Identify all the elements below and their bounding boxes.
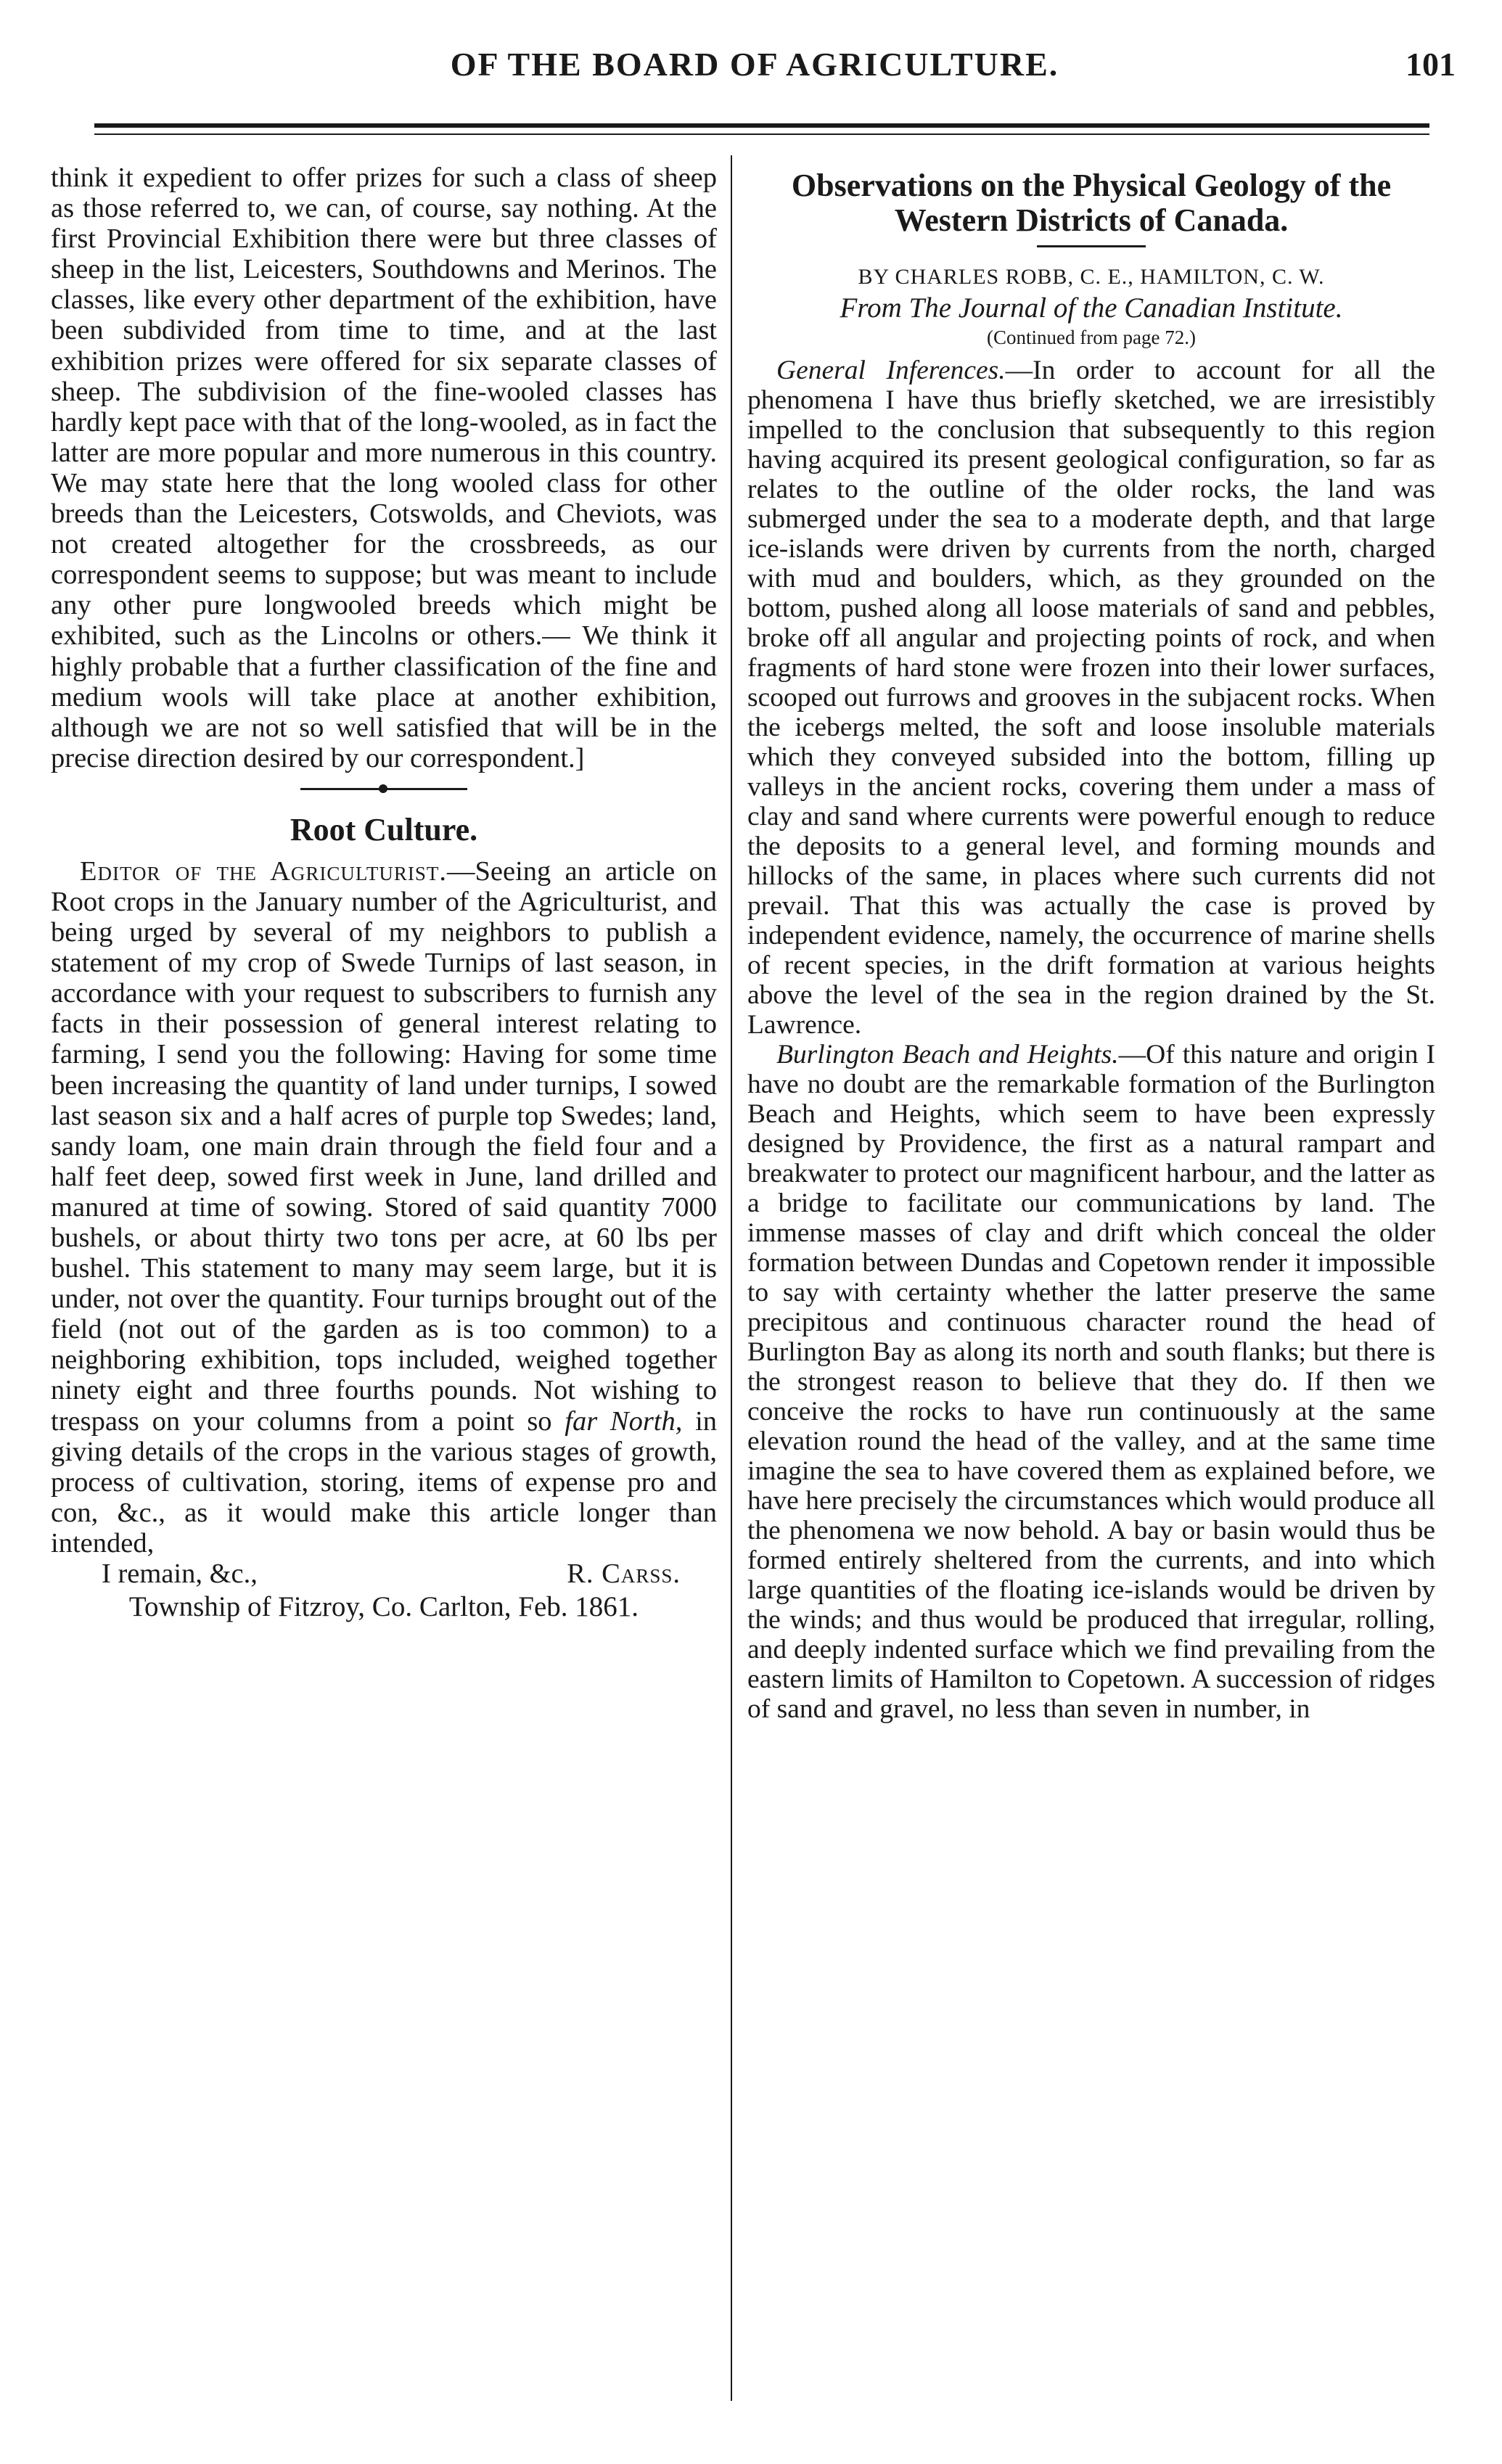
letter-salutation: Editor of the Agriculturist. [80, 855, 448, 887]
ornament-dot [379, 784, 387, 793]
continuation-paragraph: think it expedient to offer prizes for such a class of sheep as those referred to, we can, of course, say nothing. At the first Provincial Exhibition there were but three classes of sheep in the list, Leicesters, Southdowns and Merinos. The classes, like every other department of the exhibition, have been subdivided from time to time, and at the last exhibition prizes were offered for six separate classes of sheep. The subdivision of the fine-wooled classes has hardly kept pace with that of the long-wooled, as in fact the latter are more popular and more numerous in this country. We may state here that the long wooled class for other breeds than the Leicesters, Cotswolds, and Cheviots, was not created altogether for the crossbreeds, as our correspondent seems to suppose; but was meant to include any other pure longwooled breeds which might be exhibited, such as the Lincolns or others.— We think it highly probable that a further classification of the fine and medium wools will take place at another exhibition, although we are not so well satisfied that will be in the precise direction desired by our correspondent.] [51, 163, 717, 773]
title-rule [1037, 245, 1146, 247]
closing: I remain, &c., [102, 1559, 258, 1590]
letter-body: —Seeing an article on Root crops in the January number of the Agriculturist, and being urged by several of my neighbors to publish a statement of my crop of Swede Turnips of last season, in accordance with your request to subscribers to furnish any facts in their possession of general interest relating to farming, I send you the following: Having for some time been increasing the quantity of land under turnips, I sowed last season six and a half acres of purple top Swedes; land, sandy loam, one main drain through the field four and a half feet deep, sowed first week in June, land drilled and manured at time of sowing. Stored of said quantity 7000 bushels, or about thirty two tons per acre, at 60 lbs per bushel. This statement to many may seem large, but it is under, not over the quantity. Four turnips brought out of the field (not out of the garden as is too common) to a neighboring exhibition, tops included, weighed together ninety eight and three fourths pounds. Not wishing to trespass on your columns from a point so [51, 855, 717, 1437]
section-title-root-culture: Root Culture. [290, 811, 478, 847]
letter-paragraph [51, 856, 717, 1559]
left-column [51, 163, 717, 1622]
paragraph-burlington [747, 1040, 1435, 1724]
header-rule-thick [94, 123, 1429, 128]
ornament-divider [300, 778, 467, 800]
running-head: OF THE BOARD OF AGRICULTURE. [450, 46, 1059, 83]
continued-note: (Continued from page 72.) [987, 327, 1196, 348]
source-line: From The Journal of the Canadian Institute. [840, 292, 1343, 324]
paragraph-general-inferences [747, 356, 1435, 1040]
byline: BY CHARLES ROBB, C. E., HAMILTON, C. W. [858, 265, 1325, 289]
letter-end: in giving details of the crops in the various stages of growth, process of cultivation, storing, items of expense pro and con, &c., as it would make this article longer than intended, [51, 1405, 718, 1559]
paragraph-body-general-inferences: —In order to account for all the phenomena I have thus briefly sketched, we are irresistibly impelled to the conclusion that subsequently to this region having acquired its present geological configuration, so far as relates to the outline of the older rocks, the land was submerged under the sea to a moderate depth, and that large ice-islands were driven by currents from the north, charged with mud and boulders, which, as they grounded on the bottom, pushed along all loose materials of sand and pebbles, broke off all angular and projecting points of rock, and when fragments of hard stone were frozen into their lower surfaces, scooped out furrows and grooves in the subjacent rocks. When the icebergs melted, the soft and loose insoluble materials which they conveyed subsided into the bottom, filling up valleys in the ancient rocks, covering them under a mass of clay and sand where currents were powerful enough to reduce the deposits to a general level, and forming mounds and hillocks of the same, in places where such currents did not prevail. That this was actually the case is proved by independent evidence, namely, the occurrence of marine shells of recent species, in the drift formation at various heights above the level of the sea in the region drained by the St. Lawrence. [747, 356, 1435, 1040]
article-title: Observations on the Physical Geology of the Western Districts of Canada. [791, 168, 1392, 238]
dateline: Township of Fitzroy, Co. Carlton, Feb. 1861. [128, 1591, 639, 1623]
header-rule-thin [94, 134, 1429, 135]
signature-line [51, 1559, 717, 1589]
column-divider [731, 155, 732, 2401]
right-column [747, 168, 1435, 1724]
page-number: 101 [1405, 46, 1456, 83]
paragraph-lead-burlington: Burlington Beach and Heights. [776, 1040, 1119, 1069]
signature: R. Carss. [567, 1559, 681, 1590]
letter-italic-phrase: far North, [565, 1405, 683, 1437]
paragraph-lead-general-inferences: General Inferences. [776, 356, 1006, 385]
paragraph-body-burlington: —Of this nature and origin I have no doubt are the remarkable formation of the Burlington Beach and Heights, which seem to have been expressly designed by Providence, the first as a natural rampart and breakwater to protect our magnificent harbour, and the latter as a bridge to facilitate our communications by land. The immense masses of clay and drift which conceal the older formation between Dundas and Copetown render it impossible to say with certainty whether the latter preserve the same precipitous and continuous character round the head of Burlington Bay as along its north and south flanks; but there is the strongest reason to believe that they do. If then we conceive the rocks to have run continuously at the same elevation round the head of the valley, and at the same time imagine the sea to have covered them as explained before, we have here precisely the circumstances which would produce all the phenomena we now behold. A bay or basin would thus be formed entirely sheltered from the currents, and into which large quantities of the floating ice-islands would be driven by the winds; and thus would be produced that irregular, rolling, and deeply indented surface which we find prevailing from the eastern limits of Hamilton to Copetown. A succession of ridges of sand and gravel, no less than seven in number, in [747, 1040, 1436, 1724]
